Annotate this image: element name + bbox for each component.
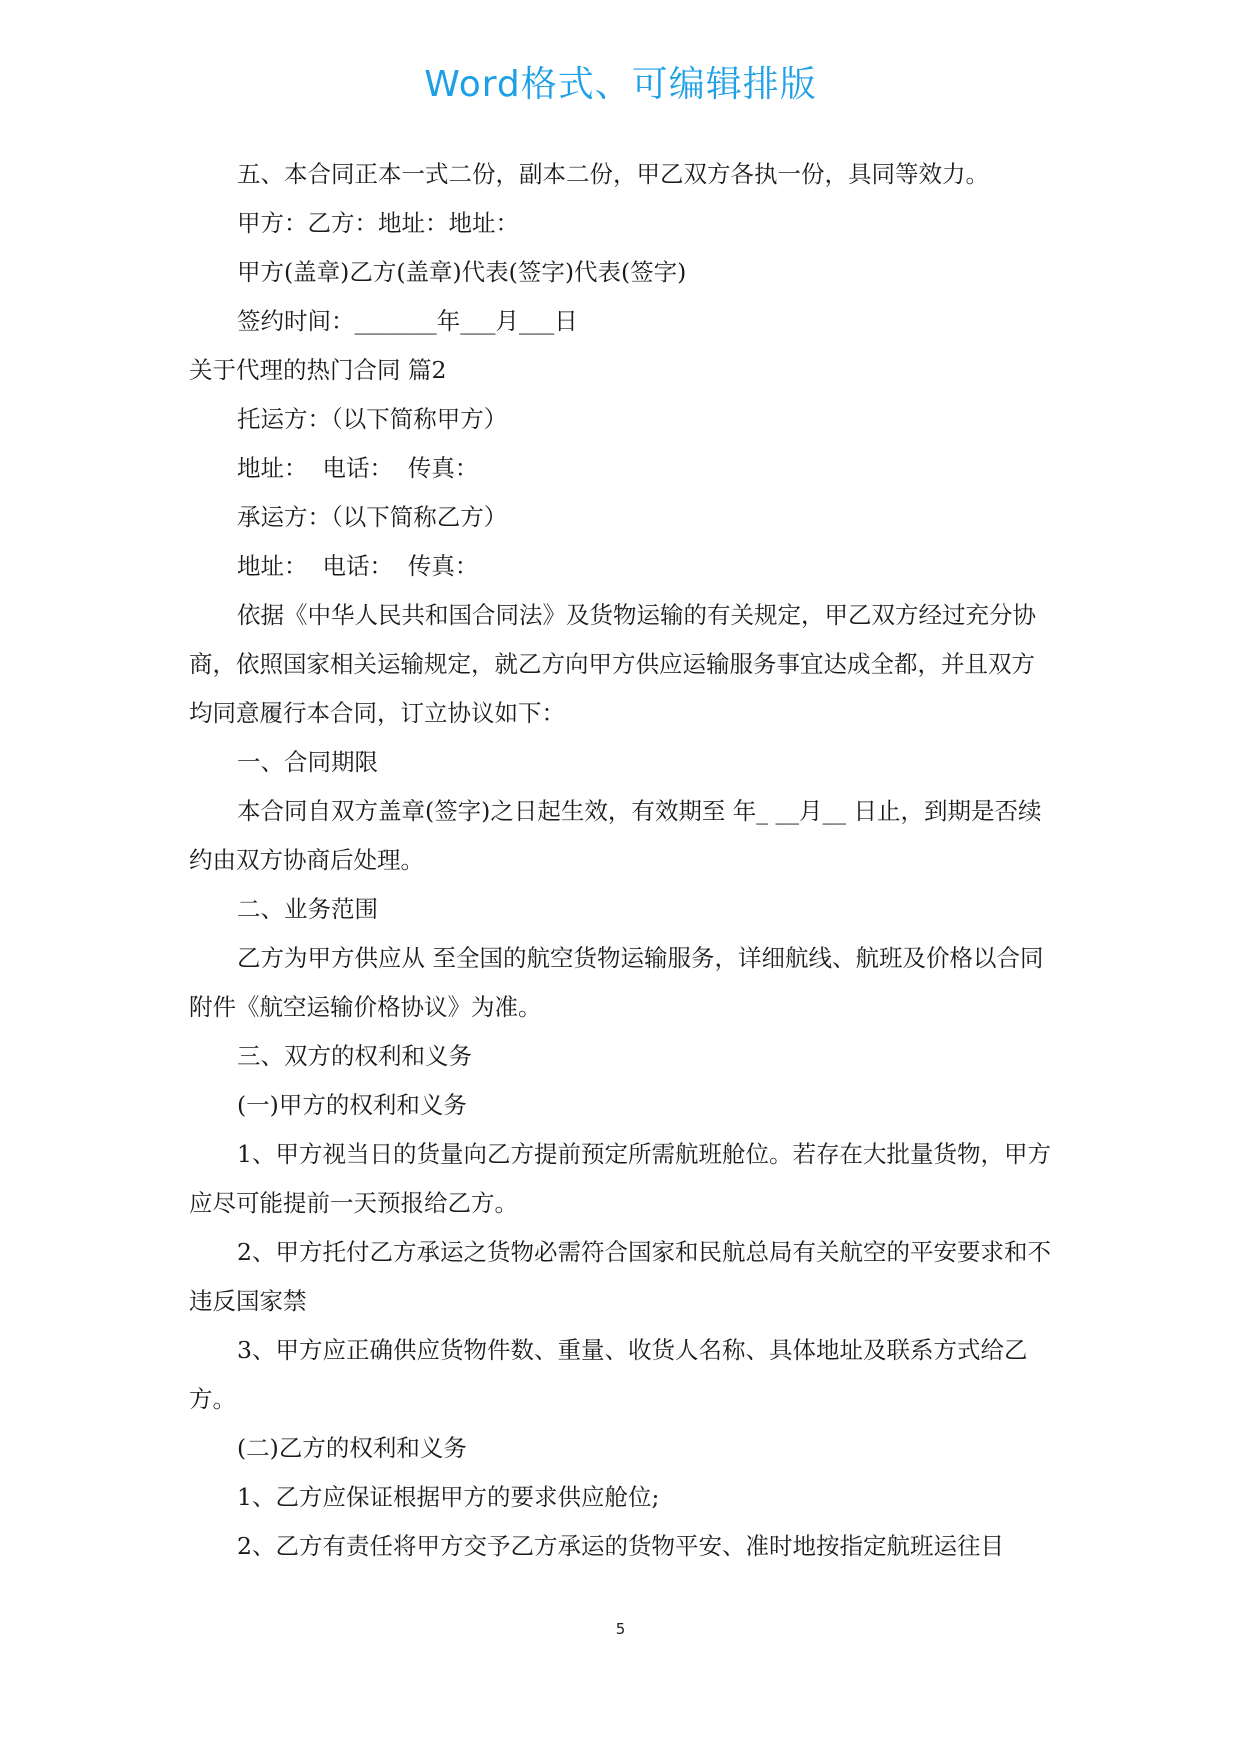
paragraph: 1、甲方视当日的货量向乙方提前预定所需航班舱位。若存在大批量货物，甲方应尽可能提前一天预报给乙方。	[189, 1140, 1051, 1217]
paragraph: 一、合同期限	[237, 748, 378, 776]
paragraph: 地址： 电话： 传真：	[237, 454, 479, 482]
paragraph: 承运方：（以下简称乙方）	[237, 503, 508, 531]
paragraph: 甲方：乙方：地址：地址：	[237, 209, 519, 237]
paragraph: 签约时间：_______年___月___日	[237, 307, 578, 335]
paragraph: 乙方为甲方供应从 至全国的航空货物运输服务，详细航线、航班及价格以合同附件《航空运输价格协议》为准。	[189, 944, 1044, 1021]
page-number: 5	[615, 1620, 626, 1638]
paragraph: 3、甲方应正确供应货物件数、重量、收货人名称、具体地址及联系方式给乙方。	[189, 1336, 1028, 1413]
paragraph: 2、甲方托付乙方承运之货物必需符合国家和民航总局有关航空的平安要求和不违反国家禁	[189, 1238, 1051, 1315]
document-body	[189, 150, 1051, 1571]
paragraph: 托运方：（以下简称甲方）	[237, 405, 508, 433]
paragraph: 甲方(盖章)乙方(盖章)代表(签字)代表(签字)	[237, 258, 687, 286]
page-header-title: Word格式、可编辑排版	[424, 64, 817, 105]
paragraph: 1、乙方应保证根据甲方的要求供应舱位;	[237, 1483, 660, 1511]
paragraph: (一)甲方的权利和义务	[237, 1091, 467, 1119]
paragraph: 依据《中华人民共和国合同法》及货物运输的有关规定，甲乙双方经过充分协商，依照国家相关运输规定，就乙方向甲方供应运输服务事宜达成全都，并且双方均同意履行本合同，订立协议如下：	[189, 601, 1036, 727]
paragraph: (二)乙方的权利和义务	[237, 1434, 467, 1462]
paragraph: 2、乙方有责任将甲方交予乙方承运的货物平安、准时地按指定航班运往目	[237, 1532, 1004, 1560]
paragraph: 本合同自双方盖章(签字)之日起生效，有效期至 年_ __月__ 日止，到期是否续约由双方协商后处理。	[189, 797, 1042, 874]
paragraph: 地址： 电话： 传真：	[237, 552, 479, 580]
section-heading: 关于代理的热门合同 篇2	[189, 356, 447, 384]
paragraph: 二、业务范围	[237, 895, 378, 923]
paragraph: 三、双方的权利和义务	[237, 1042, 472, 1070]
paragraph: 五、本合同正本一式二份，副本二份，甲乙双方各执一份，具同等效力。	[237, 160, 989, 188]
